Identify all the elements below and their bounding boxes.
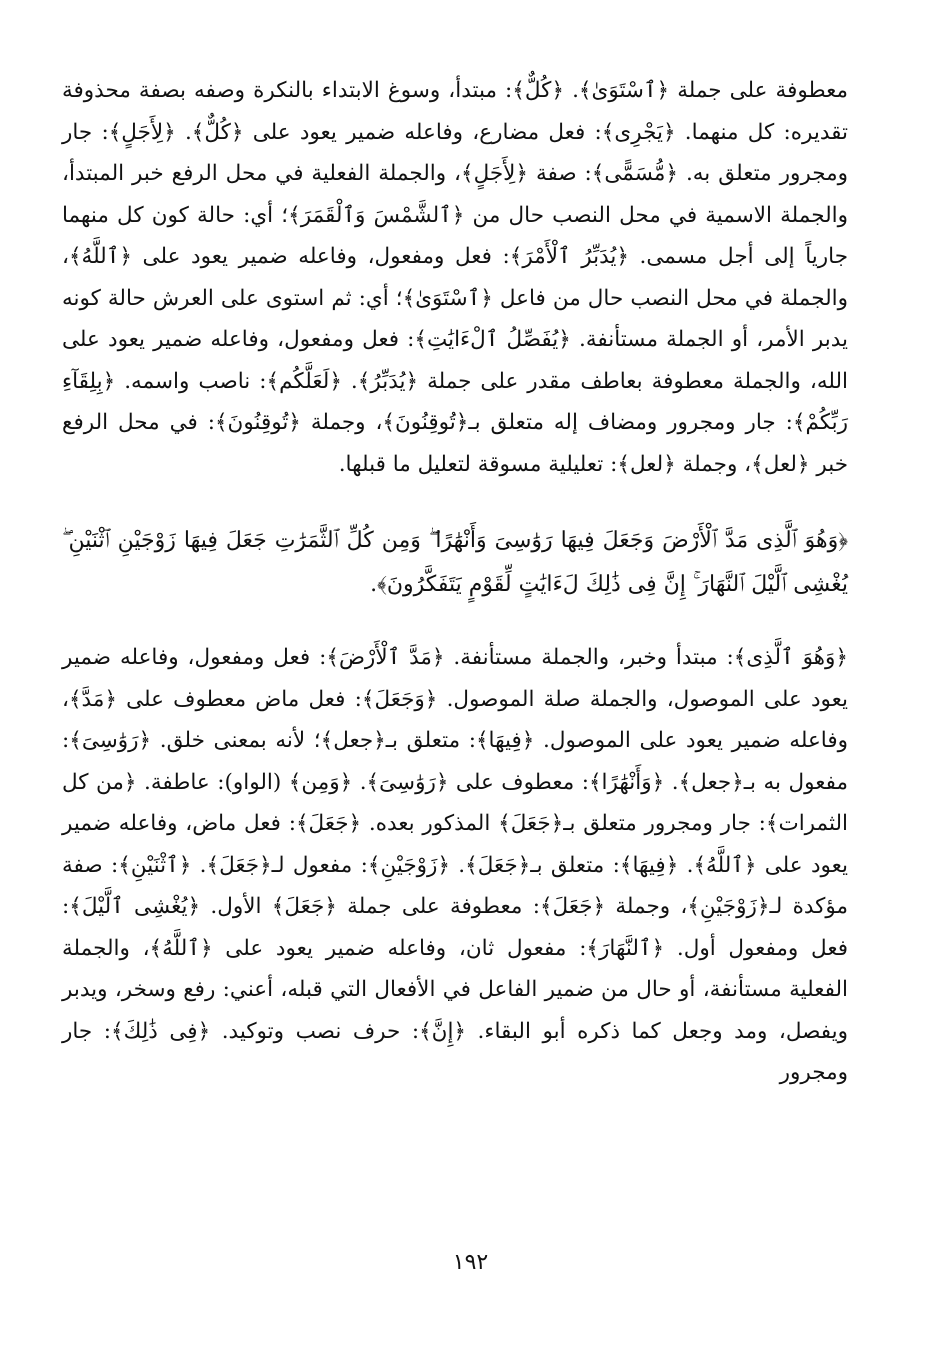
commentary-paragraph-1: معطوفة على جملة ﴿ٱسْتَوَىٰ﴾. ﴿كُلٌّ﴾: مبتدأ، وسوغ الابتداء بالنكرة وصفه بصفة محذوفة تقديره: كل منهما. ﴿يَجْرِى﴾: فعل مضارع، وفاعله ضمير يعود على ﴿كُلٌّ﴾. ﴿لِأَجَلٍ﴾: جار ومجرور متعلق به. ﴿مُّسَمًّى﴾: صفة ﴿لِأَجَلٍ﴾، والجملة الفعلية في محل الرفع خبر المبتدأ، والجملة الاسمية في محل النصب حال من ﴿ٱلشَّمْسَ وَٱلْقَمَرَ﴾؛ أي: حالة كون كل منهما جارياً إلى أجل مسمى. ﴿يُدَبِّرُ ٱلْأَمْرَ﴾: فعل ومفعول، وفاعله ضمير يعود على ﴿ٱللَّهُ﴾، والجملة في محل النصب حال من فاعل ﴿ٱسْتَوَىٰ﴾؛ أي: ثم استوى على العرش حالة كونه يدبر الأمر، أو الجملة مستأنفة. ﴿يُفَصِّلُ ٱلْءَايَٰتِ﴾: فعل ومفعول، وفاعله ضمير يعود على الله، والجملة معطوفة بعاطف مقدر على جملة ﴿يُدَبِّرُ﴾. ﴿لَعَلَّكُم﴾: ناصب واسمه. ﴿بِلِقَآءِ رَبِّكُمْ﴾: جار ومجرور ومضاف إله متعلق بـ﴿تُوقِنُونَ﴾، وجملة ﴿تُوقِنُونَ﴾: في محل الرفع خبر ﴿لعل﴾، وجملة ﴿لعل﴾: تعليلية مسوقة لتعليل ما قبلها. [62,78,848,477]
page-body [62,70,848,1094]
commentary-paragraph-2: ﴿وَهُوَ ٱلَّذِى﴾: مبتدأ وخبر، والجملة مستأنفة. ﴿مَدَّ ٱلْأَرْضَ﴾: فعل ومفعول، وفاعله ضمير يعود على الموصول، والجملة صلة الموصول. ﴿وَجَعَلَ﴾: فعل ماض معطوف على ﴿مَدَّ﴾، وفاعله ضمير يعود على الموصول. ﴿فِيهَا﴾: متعلق بـ﴿جعل﴾؛ لأنه بمعنى خلق. ﴿رَوَٰسِىَ﴾: مفعول به بـ﴿جعل﴾. ﴿وَأَنْهَٰرًا﴾: معطوف على ﴿رَوَٰسِىَ﴾. ﴿وَمِن﴾ (الواو): عاطفة. ﴿من كل الثمرات﴾: جار ومجرور متعلق بـ﴿جَعَلَ﴾ المذكور بعده. ﴿جَعَلَ﴾: فعل ماض، وفاعله ضمير يعود على ﴿ٱللَّهُ﴾. ﴿فِيهَا﴾: متعلق بـ﴿جَعَلَ﴾. ﴿زَوْجَيْنِ﴾: مفعول لـ﴿جَعَلَ﴾. ﴿ٱثْنَيْنِ﴾: صفة مؤكدة لـ﴿زَوْجَيْنِ﴾، وجملة ﴿جَعَلَ﴾: معطوفة على جملة ﴿جَعَلَ﴾ الأول. ﴿يُغْشِى ٱلَّيْلَ﴾: فعل ومفعول أول. ﴿ٱلنَّهَارَ﴾: مفعول ثان، وفاعله ضمير يعود على ﴿ٱللَّهُ﴾، والجملة الفعلية مستأنفة، أو حال من ضمير الفاعل في الأفعال التي قبله، أعني: رفع وسخر، ويدبر ويفصل، ومد وجعل كما ذكره أبو البقاء. ﴿إِنَّ﴾: حرف نصب وتوكيد. ﴿فِى ذَٰلِكَ﴾: جار ومجرور [62,645,848,1085]
quran-verse: ﴿وَهُوَ ٱلَّذِى مَدَّ ٱلْأَرْضَ وَجَعَلَ فِيهَا رَوَٰسِىَ وَأَنْهَٰرًا ۖ وَمِن كُلِّ ٱلثَّمَرَٰتِ جَعَلَ فِيهَا زَوْجَيْنِ ٱثْنَيْنِ ۖ يُغْشِى ٱلَّيْلَ ٱلنَّهَارَ ۚ إِنَّ فِى ذَٰلِكَ لَءَايَٰتٍ لِّقَوْمٍ يَتَفَكَّرُونَ﴾. [62,528,848,597]
page-number: ١٩٢ [452,1250,489,1275]
